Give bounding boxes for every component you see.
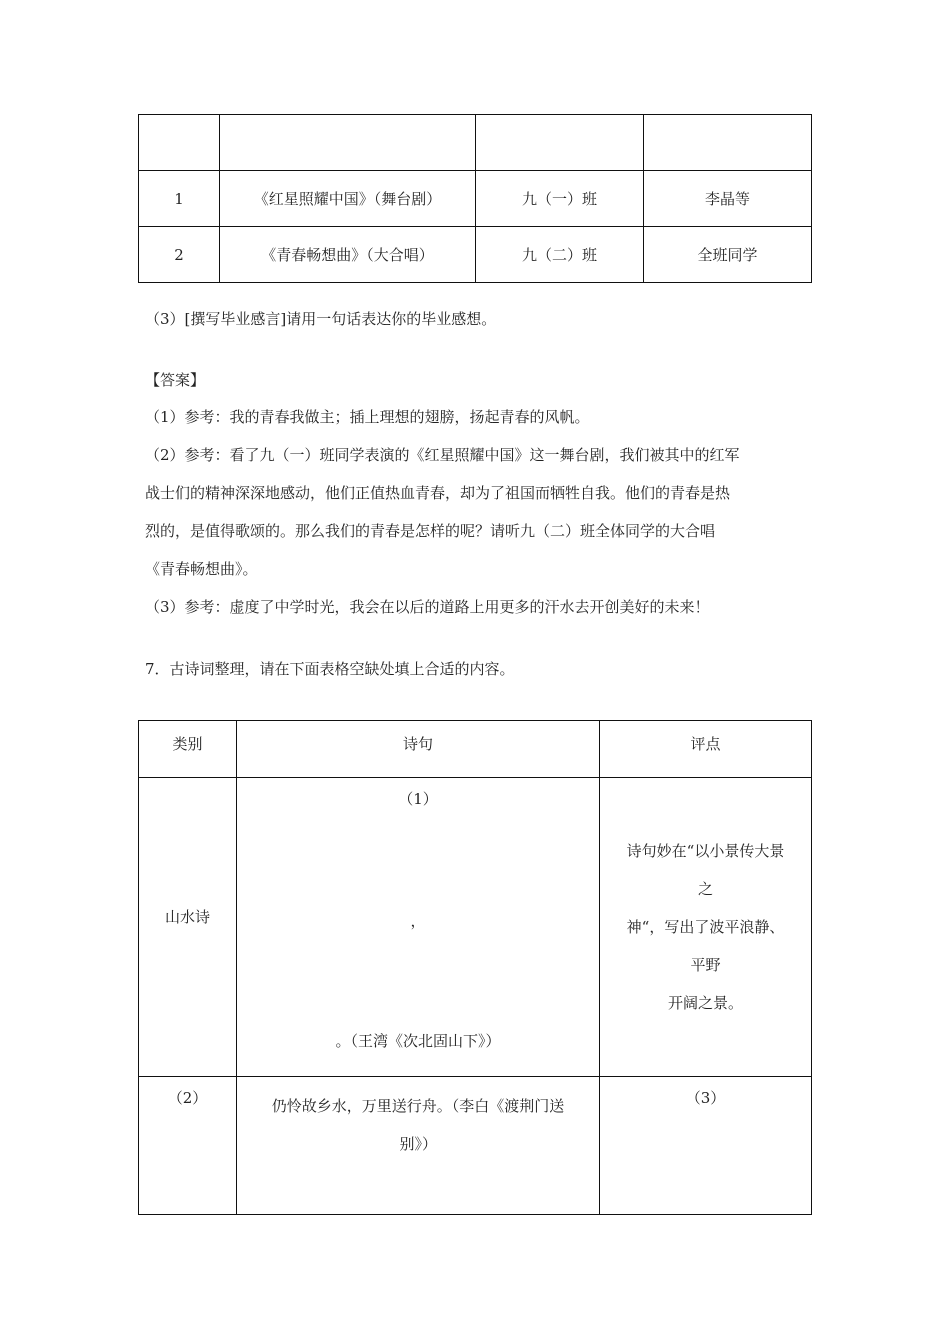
comment-line: 神“，写出了波平浪静、 — [626, 918, 785, 936]
cell-no: 1 — [139, 171, 220, 227]
row1-category-cell — [139, 778, 237, 1077]
cell-performer — [644, 115, 812, 171]
answer-line: （3）参考：虚度了中学时光，我会在以后的道路上用更多的汗水去开创美好的未来！ — [145, 598, 710, 616]
comment-line: 诗句妙在“以小景传大景 — [626, 842, 785, 860]
program-table — [138, 114, 812, 283]
row1-verse-cell — [237, 778, 600, 1077]
cell-class: 九（二）班 — [476, 227, 644, 283]
cell-program — [220, 115, 476, 171]
cell-no: 2 — [139, 227, 220, 283]
row2-category: （2） — [167, 1089, 208, 1107]
table-row — [139, 227, 812, 283]
header-category-label: 类别 — [172, 735, 203, 753]
cell-program: 《青春畅想曲》（大合唱） — [220, 227, 476, 283]
comment-line: 开阔之景。 — [667, 994, 743, 1012]
row1-verse-end: 。（王湾《次北固山下》） — [335, 1032, 501, 1050]
row2-verse — [237, 1077, 599, 1163]
answer-line: （2）参考：看了九（一）班同学表演的《红星照耀中国》这一舞台剧，我们被其中的红军 — [145, 446, 740, 464]
answer-heading: 【答案】 — [145, 371, 206, 389]
poetry-table — [138, 720, 812, 1215]
verse-line: 别》） — [399, 1135, 437, 1153]
table-row — [139, 1077, 812, 1215]
row2-comment-cell — [600, 1077, 812, 1215]
answer-line: （1）参考：我的青春我做主；插上理想的翅膀，扬起青春的风帆。 — [145, 408, 590, 426]
header-category — [139, 721, 237, 778]
cell-class: 九（一）班 — [476, 171, 644, 227]
row1-comment-cell — [600, 778, 812, 1077]
row2-category-cell — [139, 1077, 237, 1215]
verse-line: 仍怜故乡水，万里送行舟。（李白《渡荆门送 — [271, 1097, 565, 1115]
answer-line: 《青春畅想曲》。 — [145, 560, 258, 578]
table-header-row — [139, 721, 812, 778]
header-verse-label: 诗句 — [402, 735, 433, 753]
header-comment-label: 评点 — [690, 735, 721, 753]
table-row — [139, 171, 812, 227]
comment-line: 平野 — [690, 956, 721, 974]
row2-verse-cell — [237, 1077, 600, 1215]
question-3-prompt: （3）[撰写毕业感言]请用一句话表达你的毕业感想。 — [145, 310, 497, 328]
cell-performer: 李晶等 — [644, 171, 812, 227]
answer-line: 烈的，是值得歌颂的。那么我们的青春是怎样的呢？请听九（二）班全体同学的大合唱 — [145, 522, 716, 540]
table-row — [139, 778, 812, 1077]
row1-comment — [600, 832, 811, 1022]
comment-line: 之 — [697, 880, 713, 898]
row1-verse-mid: ， — [410, 912, 426, 930]
cell-no — [139, 115, 220, 171]
header-comment — [600, 721, 812, 778]
row2-comment: （3） — [685, 1089, 726, 1107]
table-row — [139, 115, 812, 171]
header-verse — [237, 721, 600, 778]
row1-verse-top: （1） — [398, 790, 438, 808]
answer-line: 战士们的精神深深地感动，他们正值热血青春，却为了祖国而牺牲自我。他们的青春是热 — [145, 484, 731, 502]
question-7-title: 7．古诗词整理，请在下面表格空缺处填上合适的内容。 — [145, 660, 515, 678]
cell-class — [476, 115, 644, 171]
cell-performer: 全班同学 — [644, 227, 812, 283]
cell-program: 《红星照耀中国》（舞台剧） — [220, 171, 476, 227]
row1-category: 山水诗 — [164, 908, 210, 926]
